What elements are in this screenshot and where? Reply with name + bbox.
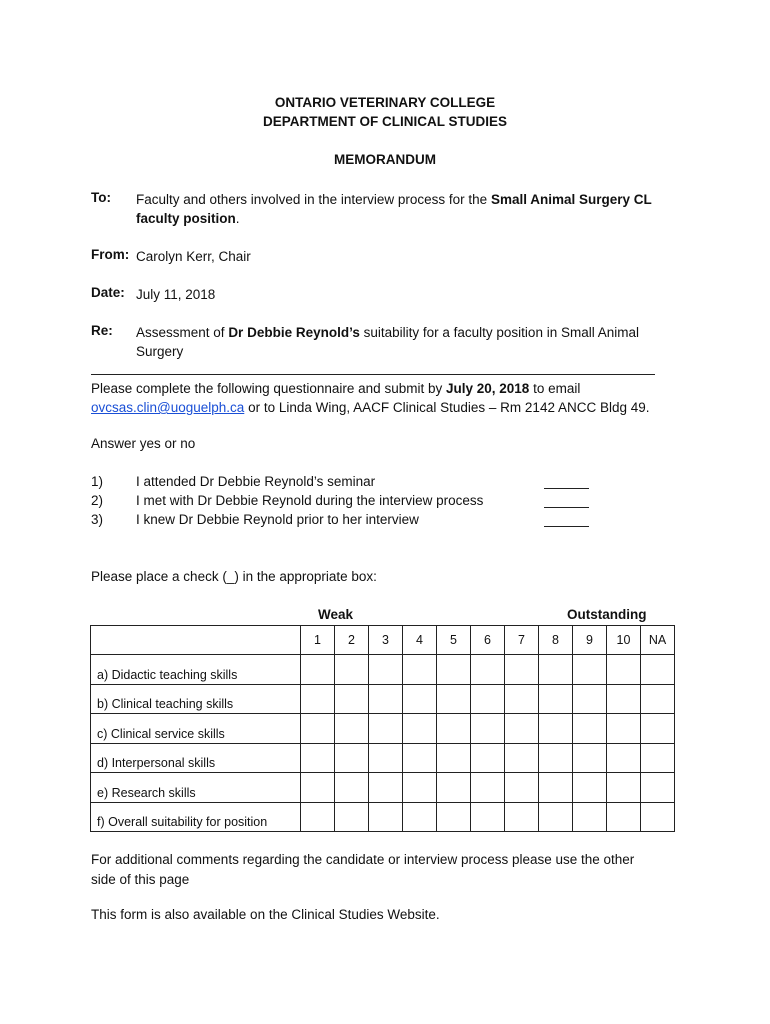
rating-cell[interactable]: [301, 803, 335, 832]
header-blank-cell: [91, 626, 301, 655]
to-label: To:: [91, 190, 111, 205]
date-value: July 11, 2018: [136, 287, 216, 302]
rating-cell[interactable]: [403, 655, 437, 685]
rating-cell[interactable]: [539, 685, 573, 714]
rating-cell[interactable]: [403, 773, 437, 803]
rating-cell[interactable]: [539, 714, 573, 744]
rating-cell[interactable]: [607, 714, 641, 744]
college-title: ONTARIO VETERINARY COLLEGE: [274, 95, 496, 110]
instructions: [91, 379, 671, 417]
rating-cell[interactable]: [573, 803, 607, 832]
rating-cell[interactable]: [641, 744, 675, 773]
rating-cell[interactable]: [539, 744, 573, 773]
rating-cell[interactable]: [471, 803, 505, 832]
rating-cell[interactable]: [301, 744, 335, 773]
rating-cell[interactable]: [369, 744, 403, 773]
rating-cell[interactable]: [505, 655, 539, 685]
rating-cell[interactable]: [607, 685, 641, 714]
rating-cell[interactable]: [607, 803, 641, 832]
column-header: 2: [335, 626, 369, 655]
rating-cell[interactable]: [301, 655, 335, 685]
rating-cell[interactable]: [539, 773, 573, 803]
column-header: 10: [607, 626, 641, 655]
rating-cell[interactable]: [369, 685, 403, 714]
rating-cell[interactable]: [607, 655, 641, 685]
rating-cell[interactable]: [471, 685, 505, 714]
rating-cell[interactable]: [505, 714, 539, 744]
row-label: a) Didactic teaching skills: [91, 655, 301, 685]
deadline-date: July 20, 2018: [445, 381, 530, 396]
email-link[interactable]: ovcsas.clin@uoguelph.ca: [91, 400, 245, 415]
rating-cell[interactable]: [301, 714, 335, 744]
rating-cell[interactable]: [437, 803, 471, 832]
rating-cell[interactable]: [505, 803, 539, 832]
row-label: c) Clinical service skills: [91, 714, 301, 744]
rating-cell[interactable]: [539, 803, 573, 832]
table-row: [91, 744, 675, 773]
rating-cell[interactable]: [573, 685, 607, 714]
table-row: [91, 655, 675, 685]
rating-cell[interactable]: [437, 773, 471, 803]
re-candidate: Dr Debbie Reynold’s: [228, 325, 360, 340]
rating-cell[interactable]: [403, 685, 437, 714]
rating-prompt: Please place a check (_) in the appropriate box:: [91, 569, 377, 584]
table-row: [91, 773, 675, 803]
rating-cell[interactable]: [641, 803, 675, 832]
to-period: .: [235, 211, 240, 226]
rating-cell[interactable]: [301, 685, 335, 714]
rating-cell[interactable]: [403, 803, 437, 832]
rating-cell[interactable]: [505, 685, 539, 714]
column-header: 4: [403, 626, 437, 655]
column-header: 9: [573, 626, 607, 655]
rating-cell[interactable]: [573, 714, 607, 744]
rating-cell[interactable]: [505, 744, 539, 773]
comments-note: For additional comments regarding the candidate or interview process please use the other side of this page: [91, 852, 635, 887]
re-subject: suitability for a faculty position in Small Animal Surgery: [136, 325, 639, 359]
rating-cell[interactable]: [369, 655, 403, 685]
scale-outstanding-label: Outstanding: [567, 607, 647, 622]
rating-cell[interactable]: [437, 714, 471, 744]
table-row: [91, 714, 675, 744]
rating-cell[interactable]: [471, 773, 505, 803]
availability-note: This form is also available on the Clinical Studies Website.: [91, 907, 440, 922]
question-number: 3): [91, 512, 104, 527]
rating-cell[interactable]: [437, 655, 471, 685]
rating-cell[interactable]: [607, 744, 641, 773]
yesno-prompt: Answer yes or no: [91, 436, 196, 451]
date-label: Date:: [91, 285, 125, 300]
rating-cell[interactable]: [641, 773, 675, 803]
rating-cell[interactable]: [573, 773, 607, 803]
rating-cell[interactable]: [369, 714, 403, 744]
department-title: DEPARTMENT OF CLINICAL STUDIES: [262, 114, 507, 129]
rating-cell[interactable]: [539, 655, 573, 685]
rating-cell[interactable]: [573, 655, 607, 685]
column-header: 6: [471, 626, 505, 655]
table-row: [91, 685, 675, 714]
row-label: e) Research skills: [91, 773, 301, 803]
from-label: From:: [91, 247, 130, 262]
answer-blank[interactable]: [544, 488, 589, 489]
re-value: [136, 323, 656, 361]
question-text: I attended Dr Debbie Reynold’s seminar: [136, 474, 376, 489]
question-text: I knew Dr Debbie Reynold prior to her interview: [136, 512, 419, 527]
row-label: f) Overall suitability for position: [91, 803, 301, 832]
column-header: NA: [641, 626, 675, 655]
column-header: 5: [437, 626, 471, 655]
rating-cell[interactable]: [369, 773, 403, 803]
rating-cell[interactable]: [335, 714, 369, 744]
question-text: I met with Dr Debbie Reynold during the interview process: [136, 493, 484, 508]
rating-cell[interactable]: [573, 744, 607, 773]
rating-table: [90, 625, 675, 832]
rating-cell[interactable]: [641, 655, 675, 685]
rating-cell[interactable]: [369, 803, 403, 832]
rating-cell[interactable]: [437, 744, 471, 773]
column-header: 1: [301, 626, 335, 655]
answer-blank[interactable]: [544, 526, 589, 527]
column-header: 3: [369, 626, 403, 655]
question-number: 1): [91, 474, 104, 489]
row-label: d) Interpersonal skills: [91, 744, 301, 773]
rating-cell[interactable]: [471, 714, 505, 744]
re-label: Re:: [91, 323, 113, 338]
column-header: 8: [539, 626, 573, 655]
table-row: [91, 803, 675, 832]
scale-weak-label: Weak: [318, 607, 354, 622]
to-value: [136, 190, 661, 228]
answer-blank[interactable]: [544, 507, 589, 508]
rating-cell[interactable]: [437, 685, 471, 714]
to-text: Faculty and others involved in the interview process for the: [136, 192, 488, 207]
from-value: Carolyn Kerr, Chair: [136, 249, 251, 264]
rating-cell[interactable]: [471, 744, 505, 773]
rating-cell[interactable]: [403, 714, 437, 744]
question-number: 2): [91, 493, 104, 508]
rating-cell[interactable]: [335, 744, 369, 773]
instructions-address: or to Linda Wing, AACF Clinical Studies – Rm 2142 ANCC Bldg 49.: [248, 400, 650, 415]
instructions-text: Please complete the following questionnaire and submit by: [91, 381, 443, 396]
rating-cell[interactable]: [335, 655, 369, 685]
memorandum-title: MEMORANDUM: [334, 152, 436, 167]
rating-cell[interactable]: [301, 773, 335, 803]
row-label: b) Clinical teaching skills: [91, 685, 301, 714]
rating-cell[interactable]: [403, 744, 437, 773]
rating-cell[interactable]: [335, 803, 369, 832]
rating-cell[interactable]: [641, 685, 675, 714]
re-text: Assessment of: [136, 325, 225, 340]
table-header-row: [91, 626, 675, 655]
instructions-email-text: to email: [533, 381, 581, 396]
rating-cell[interactable]: [505, 773, 539, 803]
rating-cell[interactable]: [471, 655, 505, 685]
divider: [91, 374, 655, 375]
rating-cell[interactable]: [607, 773, 641, 803]
to-position: Small Animal Surgery CL faculty position: [136, 192, 652, 226]
rating-cell[interactable]: [335, 685, 369, 714]
column-header: 7: [505, 626, 539, 655]
rating-cell[interactable]: [335, 773, 369, 803]
rating-cell[interactable]: [641, 714, 675, 744]
